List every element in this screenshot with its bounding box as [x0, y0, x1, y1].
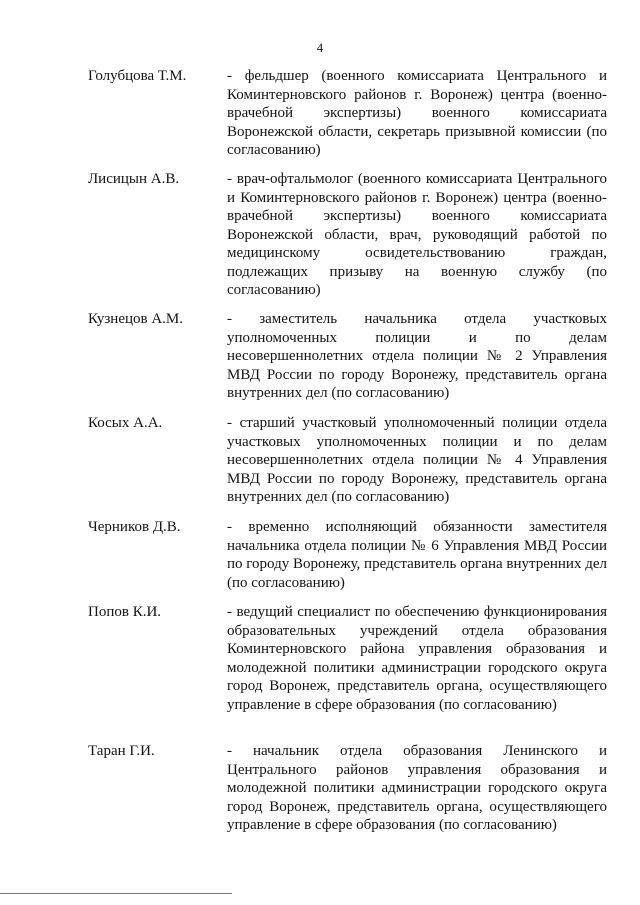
member-name: Таран Г.И. — [88, 743, 155, 759]
member-name: Попов К.И. — [88, 604, 162, 620]
member-name: Кузнецов А.М. — [88, 311, 184, 327]
member-name: Голубцова Т.М. — [88, 68, 187, 84]
member-description: - ведущий специалист по обеспечению функционирования образовательных учреждений отдела образования Коминтерновского района управления образования и молодежной политики администрации городского округа город Воронеж, представитель органа, осуществляющего управление в сфере образования (по согласованию) — [227, 604, 607, 713]
member-description: - временно исполняющий обязанности заместителя начальника отдела полиции № 6 Управления МВД России по городу Воронежу, представитель органа внутренних дел (по согласованию) — [227, 519, 607, 591]
member-name: Черников Д.В. — [88, 519, 181, 535]
member-name: Лисицын А.В. — [88, 171, 180, 187]
member-description: - старший участковый уполномоченный полиции отдела участковых уполномоченных полиции и по делам несовершеннолетних отдела полиции № 4 Управления МВД России по городу Воронежу, представитель органа внутренних дел (по согласованию) — [227, 415, 607, 505]
footer-divider — [0, 893, 232, 894]
member-description: - фельдшер (военного комиссариата Центрального и Коминтерновского районов г. Воронеж) центра (военно-врачебной экспертизы) военного комиссариата Воронежской области, секретарь призывной комиссии (по согласованию) — [227, 68, 607, 158]
page-number: 4 — [316, 40, 324, 55]
member-description: - заместитель начальника отдела участковых уполномоченных полиции и по делам несовершеннолетних отдела полиции № 2 Управления МВД России по городу Воронежу, представитель органа внутренних дел (по согласованию) — [227, 311, 607, 401]
member-description: - врач-офтальмолог (военного комиссариата Центрального и Коминтерновского районов г. Воронеж) центра (военно-врачебной экспертизы) военного комиссариата Воронежской области, врач, руководящий работой по медицинскому освидетельствованию граждан, подлежащих призыву на военную службу (по согласованию) — [227, 171, 607, 298]
member-name: Косых А.А. — [88, 415, 163, 431]
member-description: - начальник отдела образования Ленинского и Центрального районов управления образования и молодежной политики администрации городского округа город Воронеж, представитель органа, осуществляющего управление в сфере образования (по согласованию) — [227, 743, 607, 833]
